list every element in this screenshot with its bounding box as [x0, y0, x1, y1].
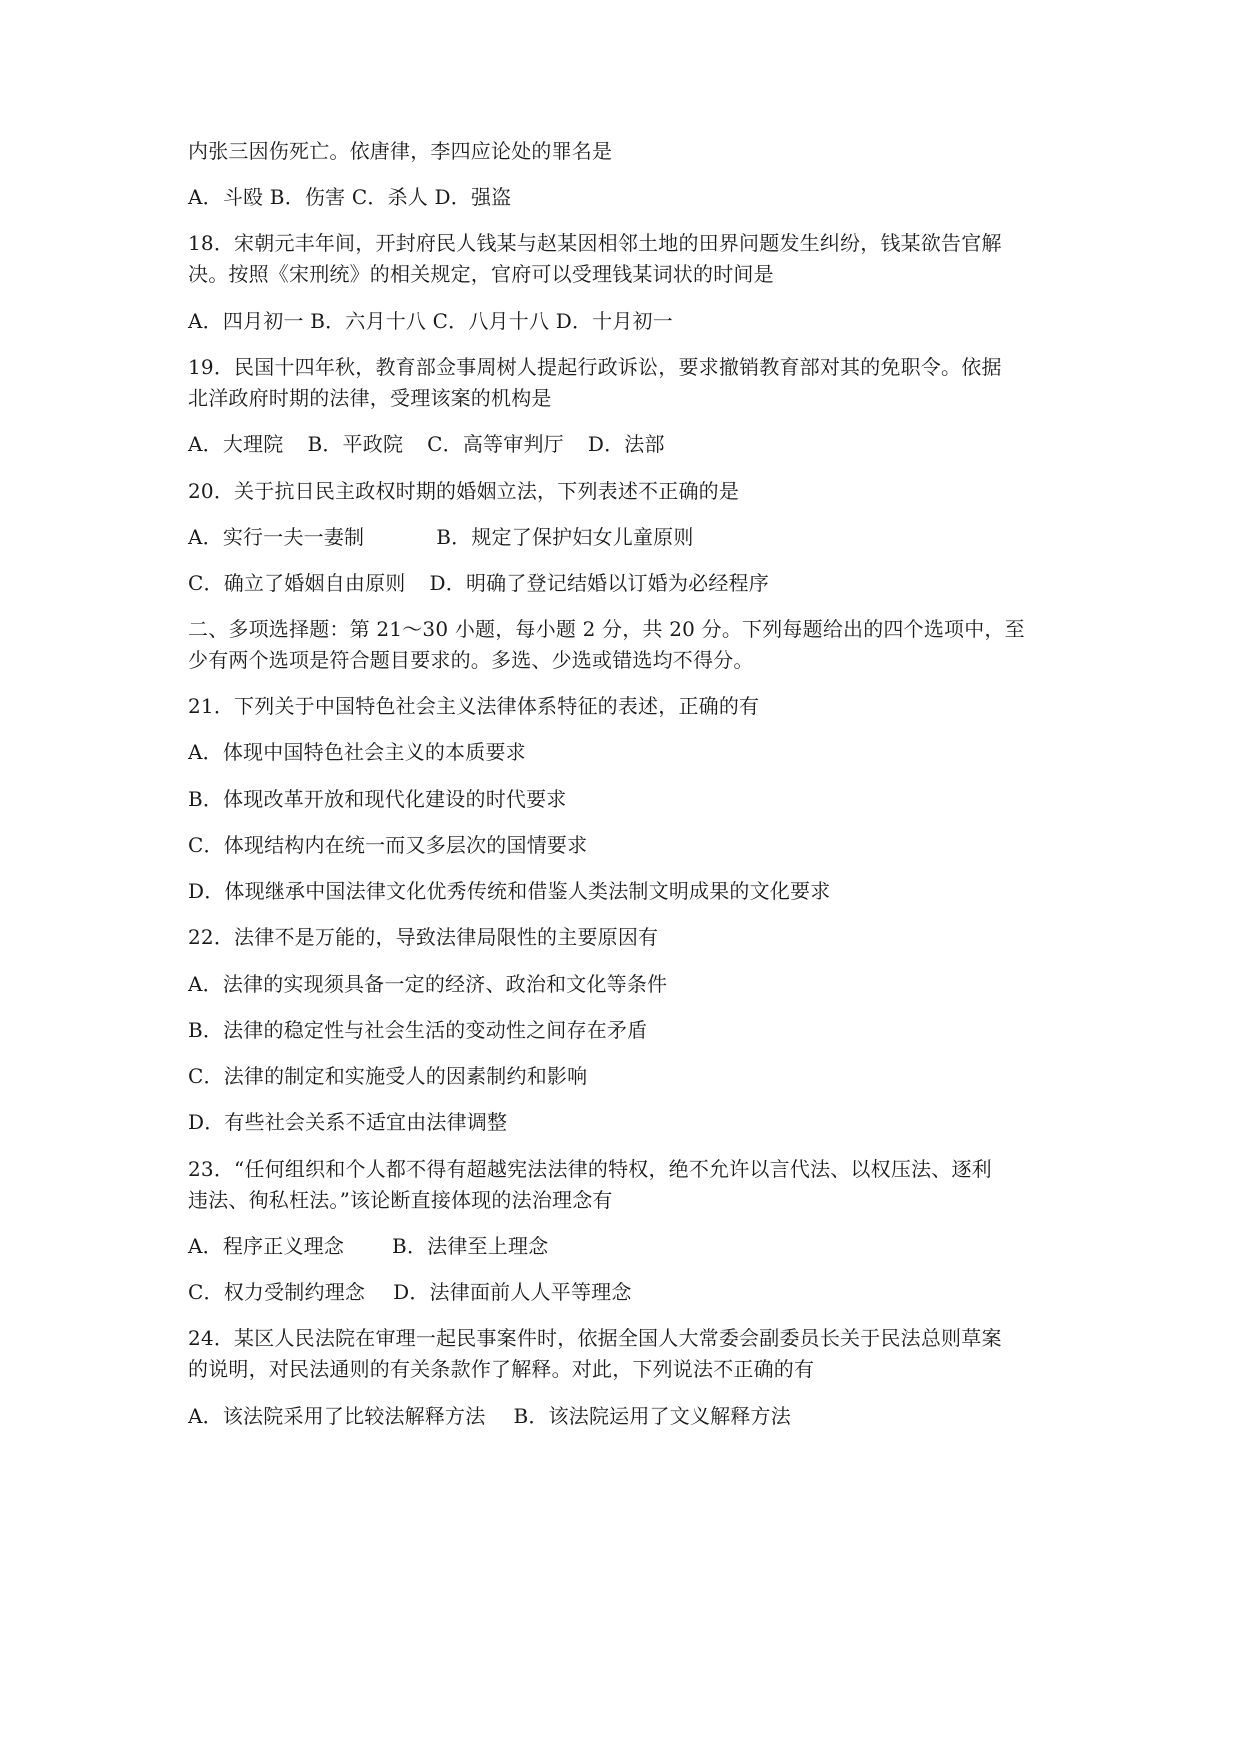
- question-21-stem: 21．下列关于中国特色社会主义法律体系特征的表述，正确的有: [188, 694, 760, 718]
- question-18-stem-line1: 18．宋朝元丰年间，开封府民人钱某与赵某因相邻土地的田界问题发生纠纷，钱某欲告官解: [188, 231, 1002, 255]
- question-19-option-a: A．大理院: [188, 432, 284, 456]
- question-23-option-b: B．法律至上理念: [392, 1234, 549, 1258]
- question-22-stem: 22．法律不是万能的，导致法律局限性的主要原因有: [188, 925, 659, 949]
- question-22-option-c: C．法律的制定和实施受人的因素制约和影响: [188, 1064, 588, 1088]
- question-19-stem-line2: 北洋政府时期的法律，受理该案的机构是: [188, 386, 552, 410]
- question-22-option-a: A．法律的实现须具备一定的经济、政治和文化等条件: [188, 972, 668, 996]
- question-19-option-b: B．平政院: [307, 432, 404, 456]
- question-23-option-c: C．权力受制约理念: [188, 1280, 366, 1304]
- question-20-stem: 20．关于抗日民主政权时期的婚姻立法，下列表述不正确的是: [188, 479, 740, 503]
- question-23-stem-line1: 23．“任何组织和个人都不得有超越宪法法律的特权，绝不允许以言代法、以权压法、逐利: [188, 1157, 992, 1181]
- question-24-stem-line2: 的说明，对民法通则的有关条款作了解释。对此，下列说法不正确的有: [188, 1357, 815, 1381]
- question-20-options-row1: [188, 525, 694, 549]
- question-24-option-a: A．该法院采用了比较法解释方法: [188, 1404, 486, 1428]
- question-17-options: A．斗殴 B．伤害 C．杀人 D．强盗: [188, 185, 512, 209]
- question-23-option-d: D．法律面前人人平等理念: [393, 1280, 632, 1304]
- question-24-option-b: B．该法院运用了文义解释方法: [513, 1404, 791, 1428]
- question-17-stem-tail: 内张三因伤死亡。依唐律，李四应论处的罪名是: [188, 139, 613, 163]
- question-21-option-c: C．体现结构内在统一而又多层次的国情要求: [188, 833, 588, 857]
- question-20-option-c: C．确立了婚姻自由原则: [188, 571, 406, 595]
- question-22-option-d: D．有些社会关系不适宜由法律调整: [188, 1110, 508, 1134]
- section-2-heading-line1: 二、多项选择题：第 21～30 小题，每小题 2 分，共 20 分。下列每题给出的四个选项中，至: [188, 617, 1025, 641]
- question-20-option-b: B．规定了保护妇女儿童原则: [436, 525, 694, 549]
- question-23-options-row2: [188, 1280, 632, 1304]
- question-23-stem-line2: 违法、徇私枉法。”该论断直接体现的法治理念有: [188, 1188, 613, 1212]
- question-18-stem-line2: 决。按照《宋刑统》的相关规定，官府可以受理钱某词状的时间是: [188, 262, 774, 286]
- question-18-options: A．四月初一 B．六月十八 C．八月十八 D．十月初一: [188, 309, 673, 333]
- question-21-option-d: D．体现继承中国法律文化优秀传统和借鉴人类法制文明成果的文化要求: [188, 879, 831, 903]
- question-20-options-row2: [188, 571, 769, 595]
- question-19-option-c: C．高等审判厅: [427, 432, 564, 456]
- question-20-option-d: D．明确了登记结婚以订婚为必经程序: [429, 571, 769, 595]
- question-24-stem-line1: 24．某区人民法院在审理一起民事案件时，依据全国人大常委会副委员长关于民法总则草案: [188, 1326, 1002, 1350]
- question-22-option-b: B．法律的稳定性与社会生活的变动性之间存在矛盾: [188, 1018, 648, 1042]
- question-21-option-b: B．体现改革开放和现代化建设的时代要求: [188, 787, 567, 811]
- question-23-options-row1: [188, 1234, 548, 1258]
- question-21-option-a: A．体现中国特色社会主义的本质要求: [188, 740, 526, 764]
- question-19-option-d: D．法部: [587, 432, 665, 456]
- question-20-option-a: A．实行一夫一妻制: [188, 525, 365, 549]
- section-2-heading-line2: 少有两个选项是符合题目要求的。多选、少选或错选均不得分。: [188, 648, 754, 672]
- question-24-options-row1: [188, 1404, 791, 1428]
- question-19-stem-line1: 19．民国十四年秋，教育部佥事周树人提起行政诉讼，要求撤销教育部对其的免职令。依据: [188, 355, 1002, 379]
- question-19-options: [188, 432, 665, 456]
- question-23-option-a: A．程序正义理念: [188, 1234, 345, 1258]
